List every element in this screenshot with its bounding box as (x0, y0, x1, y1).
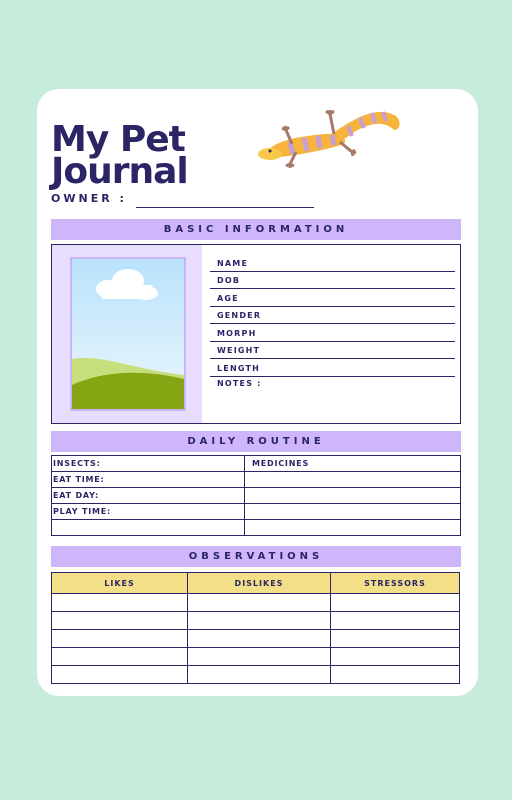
routine-cell[interactable] (52, 520, 245, 536)
table-row (52, 630, 460, 648)
field-weight[interactable]: WEIGHT (210, 342, 455, 359)
column-stressors: STRESSORS (331, 573, 460, 594)
daily-routine-table (51, 455, 461, 536)
basic-info-heading: BASIC INFORMATION (51, 219, 461, 240)
observations-table (51, 572, 460, 684)
page-title: My Pet Journal (51, 119, 188, 192)
basic-info-box (51, 244, 461, 424)
obs-cell[interactable] (52, 630, 188, 648)
table-row (52, 594, 460, 612)
observations-heading: OBSERVATIONS (51, 546, 461, 567)
routine-cell-eat-time[interactable]: EAT TIME: (52, 472, 245, 488)
obs-cell[interactable] (52, 666, 188, 684)
table-row (52, 648, 460, 666)
column-likes: LIKES (52, 573, 188, 594)
obs-cell[interactable] (331, 648, 460, 666)
obs-cell[interactable] (331, 630, 460, 648)
landscape-photo-placeholder[interactable] (70, 257, 186, 411)
field-name[interactable]: NAME (210, 255, 455, 272)
owner-input-line[interactable] (136, 207, 314, 208)
routine-cell-play-time[interactable]: PLAY TIME: (52, 504, 245, 520)
table-row (52, 612, 460, 630)
photo-panel (52, 245, 202, 423)
obs-cell[interactable] (188, 594, 331, 612)
daily-routine-heading: DAILY ROUTINE (51, 431, 461, 452)
field-gender[interactable]: GENDER (210, 307, 455, 324)
table-row (52, 504, 461, 520)
table-row (52, 488, 461, 504)
routine-cell-medicines[interactable]: MEDICINES (245, 456, 461, 472)
obs-cell[interactable] (52, 594, 188, 612)
table-row (52, 666, 460, 684)
field-morph[interactable]: MORPH (210, 325, 455, 342)
table-row (52, 456, 461, 472)
routine-cell-eat-day[interactable]: EAT DAY: (52, 488, 245, 504)
gecko-illustration (256, 100, 406, 178)
observations-header-row (52, 573, 460, 594)
obs-cell[interactable] (188, 630, 331, 648)
landscape-icon (72, 259, 184, 409)
notes-label: NOTES : (217, 379, 262, 388)
routine-cell[interactable] (245, 520, 461, 536)
obs-cell[interactable] (52, 612, 188, 630)
obs-cell[interactable] (188, 612, 331, 630)
obs-cell[interactable] (331, 594, 460, 612)
routine-cell[interactable] (245, 472, 461, 488)
routine-cell[interactable] (245, 488, 461, 504)
obs-cell[interactable] (188, 648, 331, 666)
obs-cell[interactable] (331, 612, 460, 630)
column-dislikes: DISLIKES (188, 573, 331, 594)
table-row (52, 520, 461, 536)
table-row (52, 472, 461, 488)
field-age[interactable]: AGE (210, 290, 455, 307)
obs-cell[interactable] (331, 666, 460, 684)
obs-cell[interactable] (188, 666, 331, 684)
routine-cell-insects[interactable]: INSECTS: (52, 456, 245, 472)
field-length[interactable]: LENGTH (210, 360, 455, 377)
routine-cell[interactable] (245, 504, 461, 520)
obs-cell[interactable] (52, 648, 188, 666)
owner-label: OWNER : (51, 192, 127, 205)
field-dob[interactable]: DOB (210, 272, 455, 289)
